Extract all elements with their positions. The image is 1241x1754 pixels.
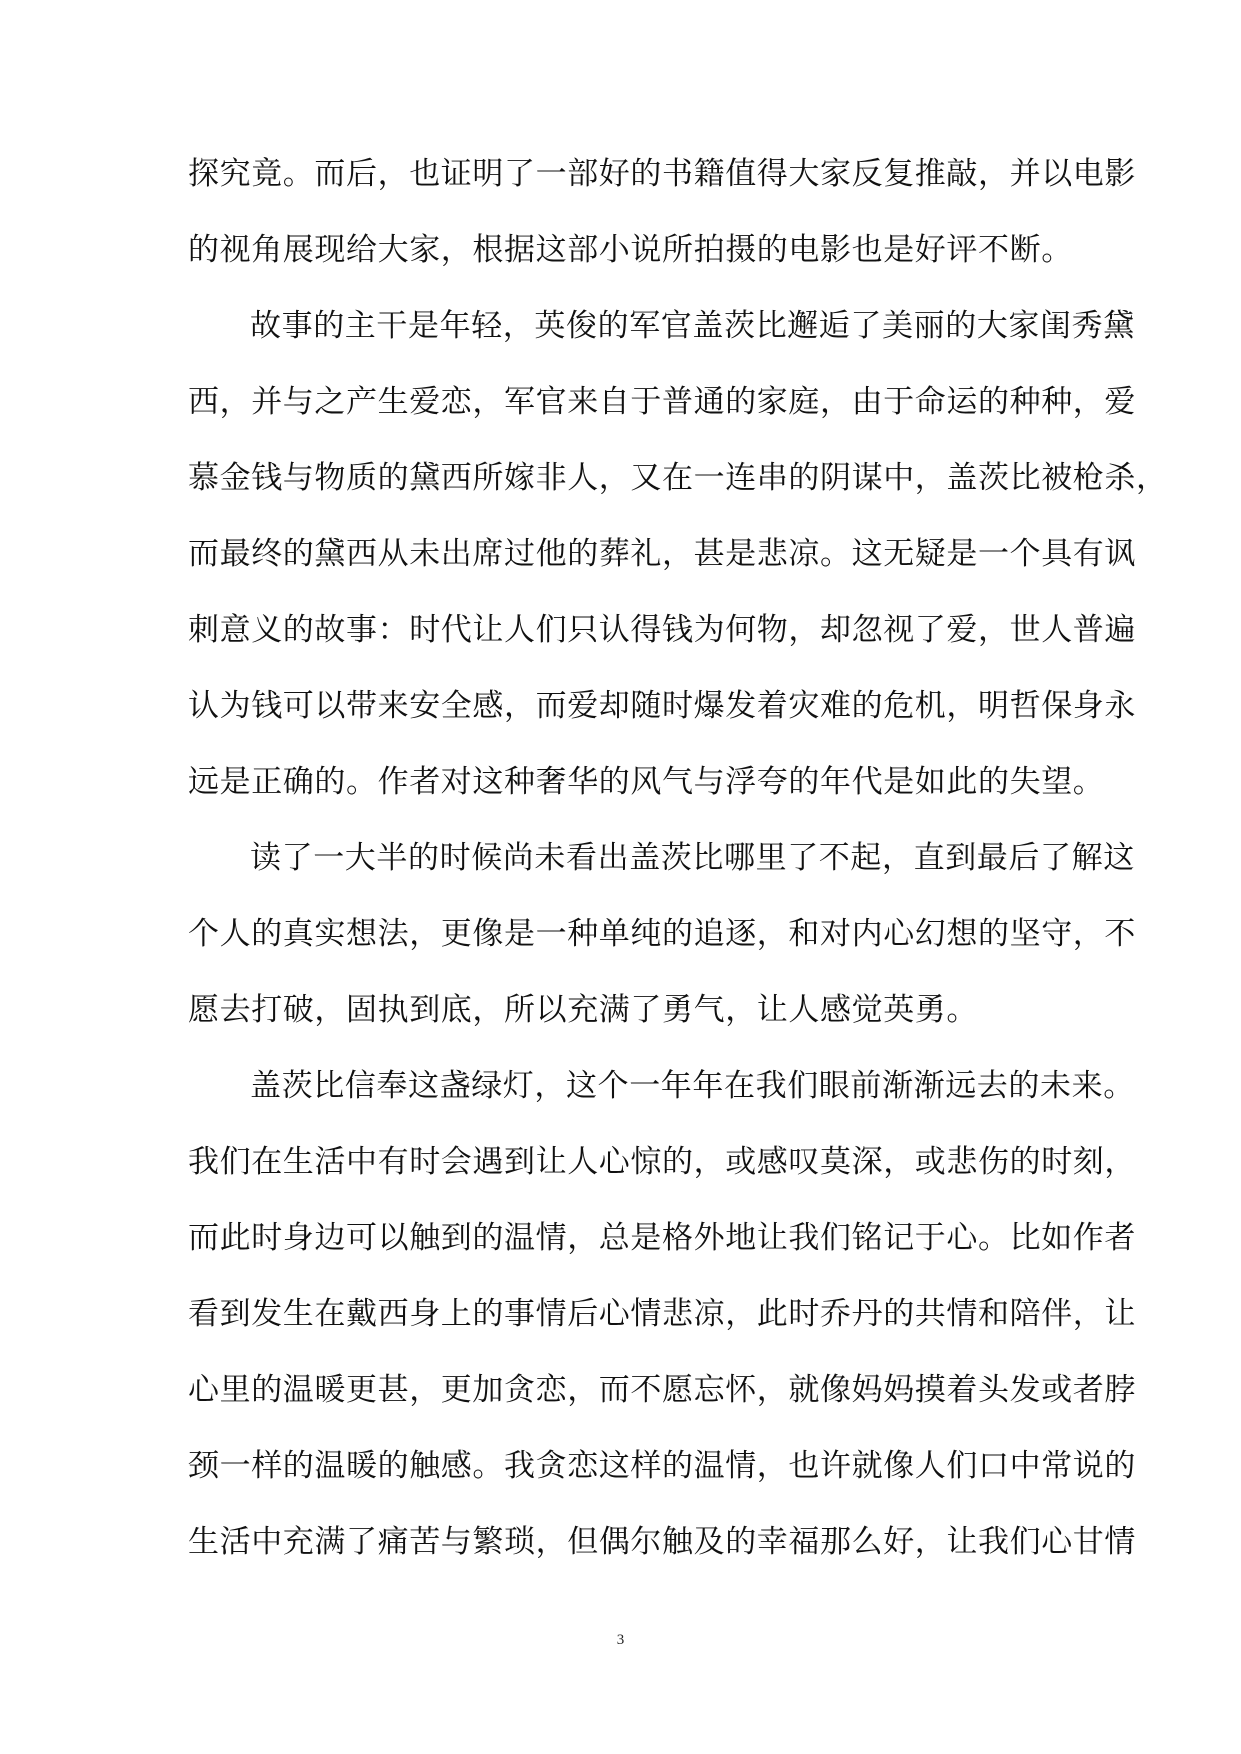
text-line: 个人的真实想法，更像是一种单纯的追逐，和对内心幻想的坚守，不 <box>188 916 1136 952</box>
text-line: 看到发生在戴西身上的事情后心情悲凉，此时乔丹的共情和陪伴，让 <box>188 1296 1136 1332</box>
text-line: 而此时身边可以触到的温情，总是格外地让我们铭记于心。比如作者 <box>188 1220 1136 1256</box>
paragraph-first-line: 读了一大半的时候尚未看出盖茨比哪里了不起，直到最后了解这 <box>250 840 1135 876</box>
text-line: 探究竟。而后，也证明了一部好的书籍值得大家反复推敲，并以电影 <box>188 156 1136 192</box>
text-line: 我们在生活中有时会遇到让人心惊的，或感叹莫深，或悲伤的时刻， <box>188 1144 1136 1180</box>
text-line: 远是正确的。作者对这种奢华的风气与浮夸的年代是如此的失望。 <box>188 764 1105 800</box>
text-line: 慕金钱与物质的黛西所嫁非人，又在一连串的阴谋中，盖茨比被枪杀， <box>188 460 1168 496</box>
body-text <box>188 136 1168 1580</box>
text-line: 愿去打破，固执到底，所以充满了勇气，让人感觉英勇。 <box>188 992 978 1028</box>
text-line: 的视角展现给大家，根据这部小说所拍摄的电影也是好评不断。 <box>188 232 1073 268</box>
page-number: 3 <box>616 1632 625 1648</box>
text-line: 而最终的黛西从未出席过他的葬礼，甚是悲凉。这无疑是一个具有讽 <box>188 536 1136 572</box>
paragraph-first-line: 盖茨比信奉这盏绿灯，这个一年年在我们眼前渐渐远去的未来。 <box>250 1068 1135 1104</box>
text-line: 生活中充满了痛苦与繁琐，但偶尔触及的幸福那么好，让我们心甘情 <box>188 1524 1136 1560</box>
text-line: 心里的温暖更甚，更加贪恋，而不愿忘怀，就像妈妈摸着头发或者脖 <box>188 1372 1136 1408</box>
text-line: 认为钱可以带来安全感，而爱却随时爆发着灾难的危机，明哲保身永 <box>188 688 1136 724</box>
text-line: 颈一样的温暖的触感。我贪恋这样的温情，也许就像人们口中常说的 <box>188 1448 1136 1484</box>
text-line: 西，并与之产生爱恋，军官来自于普通的家庭，由于命运的种种，爱 <box>188 384 1136 420</box>
text-line: 刺意义的故事：时代让人们只认得钱为何物，却忽视了爱，世人普遍 <box>188 612 1136 648</box>
paragraph-first-line: 故事的主干是年轻，英俊的军官盖茨比邂逅了美丽的大家闺秀黛 <box>250 308 1135 344</box>
